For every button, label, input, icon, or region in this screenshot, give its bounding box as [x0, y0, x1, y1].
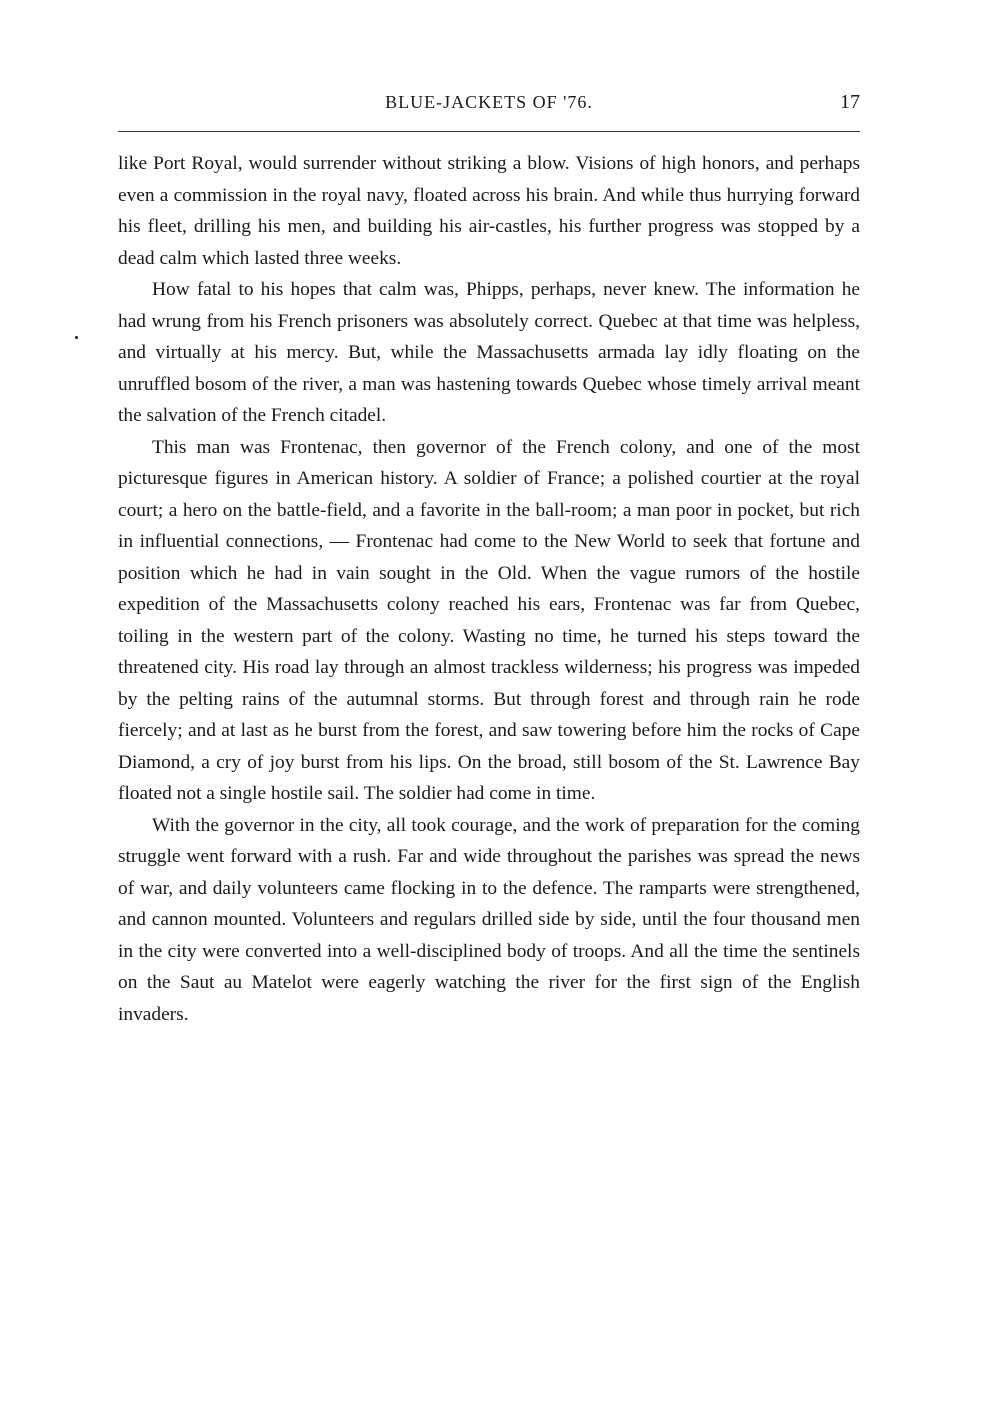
paragraph-3: This man was Frontenac, then governor of the French colony, and one of the most picturesque figures in American history. A soldier of France; a polished courtier at the royal court; a hero on the battle-field, and a favorite in the ball-room; a man poor in pocket, but rich in influential connections, — Frontenac had come to the New World to seek that fortune and position which he had in vain sought in the Old. When the vague rumors of the hostile expedition of the Massachusetts colony reached his ears, Frontenac was far from Quebec, toiling in the western part of the colony. Wasting no time, he turned his steps toward the threatened city. His road lay through an almost trackless wilderness; his progress was impeded by the pelting rains of the autumnal storms. But through forest and through rain he rode fiercely; and at last as he burst from the forest, and saw towering before him the rocks of Cape Diamond, a cry of joy burst from his lips. On the broad, still bosom of the St. Lawrence Bay floated not a single hostile sail. The soldier had come in time.	[118, 436, 860, 804]
body-text	[118, 148, 860, 1030]
paragraph-4: With the governor in the city, all took courage, and the work of preparation for the coming struggle went forward with a rush. Far and wide throughout the parishes was spread the news of war, and daily volunteers came flocking in to the defence. The ramparts were strengthened, and cannon mounted. Volunteers and regulars drilled side by side, until the four thousand men in the city were converted into a well-disciplined body of troops. And all the time the sentinels on the Saut au Matelot were eagerly watching the river for the first sign of the English invaders.	[118, 814, 860, 1025]
paragraph-2: How fatal to his hopes that calm was, Phipps, perhaps, never knew. The information he had wrung from his French prisoners was absolutely correct. Quebec at that time was helpless, and virtually at his mercy. But, while the Massachusetts armada lay idly floating on the unruffled bosom of the river, a man was hastening towards Quebec whose timely arrival meant the salvation of the French citadel.	[118, 279, 860, 426]
running-title: BLUE-JACKETS OF '76.	[385, 92, 593, 112]
running-head	[118, 88, 860, 118]
header-rule	[118, 131, 860, 132]
paragraph-1: like Port Royal, would surrender without striking a blow. Visions of high honors, and perhaps even a commission in the royal navy, floated across his brain. And while thus hurrying forward his fleet, drilling his men, and building his air-castles, his further progress was stopped by a dead calm which lasted three weeks.	[118, 153, 860, 269]
page-number: 17	[840, 91, 860, 113]
scan-speck	[75, 336, 78, 339]
